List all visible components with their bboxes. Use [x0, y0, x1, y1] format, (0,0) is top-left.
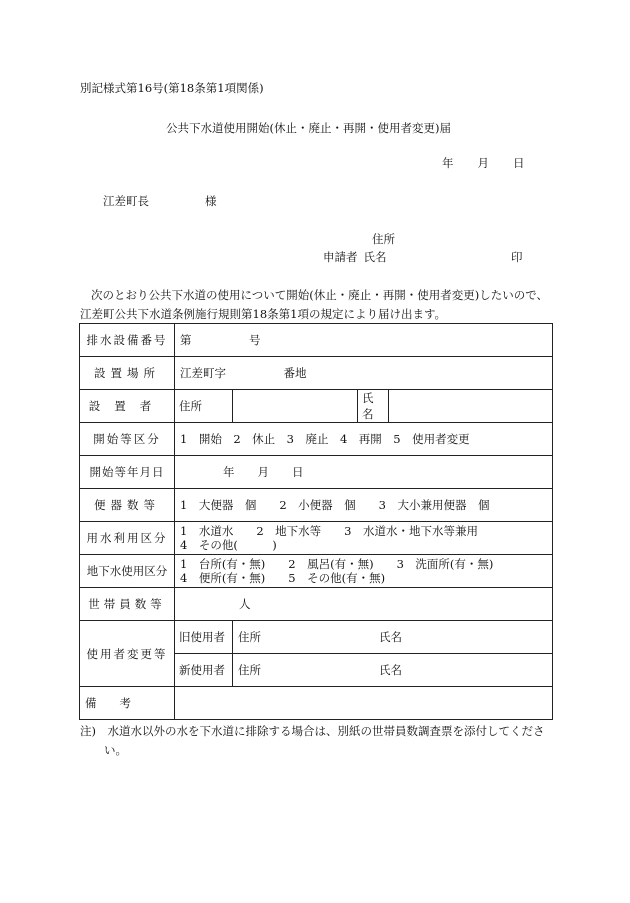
form-table: [79, 323, 553, 720]
addressee: [103, 193, 217, 209]
label-fixtures: 便器数等: [80, 489, 175, 522]
row-installer: [80, 390, 553, 423]
label-start-date: 開始等年月日: [80, 456, 175, 489]
footnote-line-2: い。: [104, 742, 127, 757]
label-installer: 設置者: [80, 390, 175, 423]
date-year: 年: [442, 156, 454, 170]
intro-text: [80, 286, 556, 323]
location-field[interactable]: 江差町字 番地: [175, 357, 553, 390]
label-water-use: 用水利用区分: [80, 522, 175, 555]
label-category: 開始等区分: [80, 423, 175, 456]
old-user-name-label: 氏名: [379, 630, 402, 644]
old-user-label: 旧使用者: [175, 621, 233, 654]
applicant-line: [323, 249, 523, 265]
date-line: [442, 155, 525, 171]
label-remarks: 備 考: [80, 687, 175, 720]
category-field[interactable]: 1 開始 2 休止 3 廃止 4 再開 5 使用者変更: [175, 423, 553, 456]
water-use-line-2: 4 その他( ): [180, 538, 277, 552]
label-groundwater: 地下水使用区分: [80, 555, 175, 588]
new-user-name-label: 氏名: [379, 663, 402, 677]
household-field[interactable]: 人: [175, 588, 553, 621]
date-day: 日: [513, 156, 525, 170]
row-household: [80, 588, 553, 621]
page-title: 公共下水道使用開始(休止・廃止・再開・使用者変更)届: [166, 121, 451, 135]
row-remarks: [80, 687, 553, 720]
water-use-line-1: 1 水道水 2 地下水等 3 水道水・地下水等兼用: [180, 524, 478, 538]
new-user-label: 新使用者: [175, 654, 233, 687]
label-drainage-no: 排水設備番号: [80, 324, 175, 357]
groundwater-line-1: 1 台所(有・無) 2 風呂(有・無) 3 洗面所(有・無): [180, 557, 494, 571]
groundwater-field[interactable]: [175, 555, 553, 588]
intro-line-1: 次のとおり公共下水道の使用について開始(休止・廃止・再開・使用者変更)したいので、: [91, 288, 549, 302]
groundwater-line-2: 4 便所(有・無) 5 その他(有・無): [180, 571, 386, 585]
new-user-field[interactable]: [233, 654, 553, 687]
old-user-field[interactable]: [233, 621, 553, 654]
row-water-use: [80, 522, 553, 555]
seal-mark: 印: [511, 250, 523, 264]
row-location: [80, 357, 553, 390]
drainage-no-field[interactable]: 第 号: [175, 324, 553, 357]
addressee-name: 江差町長: [103, 194, 149, 208]
row-category: [80, 423, 553, 456]
installer-address-label: 住所: [175, 390, 233, 423]
installer-name-label: 氏名: [358, 390, 389, 423]
fixtures-field[interactable]: 1 大便器 個 2 小便器 個 3 大小兼用便器 個: [175, 489, 553, 522]
water-use-field[interactable]: [175, 522, 553, 555]
applicant-name-label: 氏名: [363, 250, 387, 264]
footnote: [80, 722, 556, 759]
row-start-date: [80, 456, 553, 489]
row-user-change-old: [80, 621, 553, 654]
label-user-change: 使用者変更等: [80, 621, 175, 687]
old-user-address-label: 住所: [238, 630, 261, 644]
row-fixtures: [80, 489, 553, 522]
intro-line-2: 江差町公共下水道条例施行規則第18条第1項の規定により届け出ます。: [80, 306, 447, 321]
installer-name-field[interactable]: [389, 390, 553, 423]
row-drainage-no: [80, 324, 553, 357]
start-date-field[interactable]: 年 月 日: [175, 456, 553, 489]
label-household: 世帯員数等: [80, 588, 175, 621]
applicant-role: 申請者: [323, 250, 358, 264]
row-groundwater: [80, 555, 553, 588]
installer-address-field[interactable]: [233, 390, 358, 423]
form-number: 別記様式第16号(第18条第1項関係): [80, 81, 264, 95]
date-month: 月: [477, 156, 489, 170]
addressee-honorific: 様: [205, 194, 217, 208]
applicant-address-label: 住所: [372, 232, 395, 246]
footnote-line-1: 注) 水道水以外の水を下水道に排除する場合は、別紙の世帯員数調査票を添付してくださ: [80, 724, 545, 738]
remarks-field[interactable]: [175, 687, 553, 720]
new-user-address-label: 住所: [238, 663, 261, 677]
label-location: 設置場所: [80, 357, 175, 390]
